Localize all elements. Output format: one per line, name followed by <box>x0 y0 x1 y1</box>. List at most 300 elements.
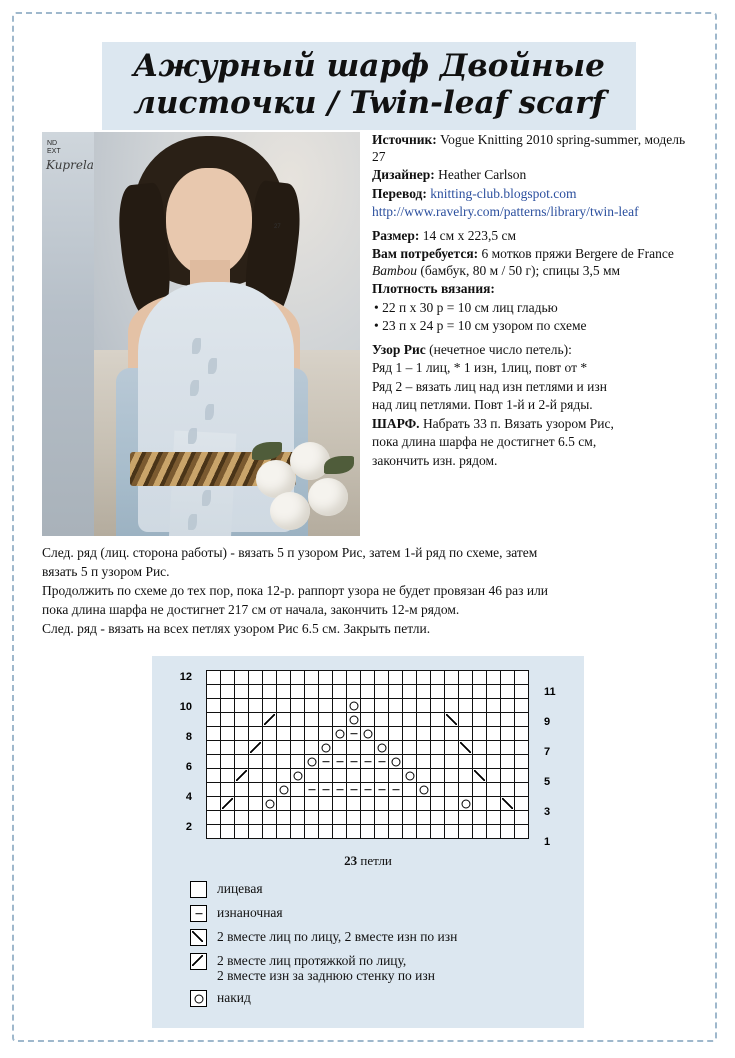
chart-cell <box>501 783 515 797</box>
legend-label: изнаночная <box>217 905 283 920</box>
designer-line <box>372 167 686 184</box>
chart-row-number: 12 <box>179 671 192 683</box>
chart-cell <box>305 797 319 811</box>
chart-cell <box>291 713 305 727</box>
translation-link[interactable]: knitting-club.blogspot.com <box>430 185 577 201</box>
chart-cell <box>277 769 291 783</box>
ravelry-line <box>372 204 686 221</box>
chart-cell <box>291 741 305 755</box>
chart-cell <box>291 755 305 769</box>
chart-cell <box>375 713 389 727</box>
chart-cell <box>389 727 403 741</box>
chart-cell <box>487 797 501 811</box>
chart-cell <box>417 783 431 797</box>
chart-cell <box>445 685 459 699</box>
chart-cell <box>473 797 487 811</box>
chart-cell <box>221 769 235 783</box>
chart-cell <box>235 811 249 825</box>
chart-cell <box>277 783 291 797</box>
chart-cell <box>263 769 277 783</box>
chart-cell <box>459 685 473 699</box>
chart-block <box>152 656 584 1028</box>
chart-cell <box>277 699 291 713</box>
title-line-2: листочки / Twin-leaf scarf <box>133 85 605 121</box>
chart-cell <box>249 825 263 839</box>
chart-row <box>207 797 529 811</box>
chart-cell <box>361 783 375 797</box>
chart-row-number: 10 <box>179 701 192 713</box>
chart-cell <box>403 825 417 839</box>
materials-value-2: de France <box>620 246 674 261</box>
chart-cell <box>445 741 459 755</box>
chart-cell <box>403 713 417 727</box>
flower <box>290 442 330 480</box>
chart-cell <box>319 699 333 713</box>
chart-cell <box>473 713 487 727</box>
chart-cell <box>319 713 333 727</box>
chart-cell <box>319 741 333 755</box>
chart-cell <box>347 769 361 783</box>
chart-row <box>207 671 529 685</box>
chart-cell <box>319 727 333 741</box>
chart-cell <box>445 825 459 839</box>
chart-cell <box>305 825 319 839</box>
chart-cell <box>235 755 249 769</box>
chart-cell <box>389 755 403 769</box>
chart-cell <box>249 699 263 713</box>
translation-line <box>372 186 686 203</box>
chart-cell <box>459 741 473 755</box>
chart-cell <box>333 671 347 685</box>
instr-p2-line1: Продолжить по схеме до тех пор, пока 12-р. раппорт узора не будет провязан 46 раз или <box>42 583 549 598</box>
model-photo <box>42 132 360 536</box>
size-line <box>372 228 686 245</box>
chart-cell <box>473 811 487 825</box>
chart-row <box>207 825 529 839</box>
chart-cell <box>333 797 347 811</box>
chart-cell <box>263 797 277 811</box>
chart-cell <box>375 797 389 811</box>
chart-cell <box>389 769 403 783</box>
chart-row <box>207 727 529 741</box>
chart-cell <box>235 741 249 755</box>
chart-cell <box>263 741 277 755</box>
chart-cell <box>263 727 277 741</box>
chart-cell <box>459 797 473 811</box>
chart-row-numbers-left <box>168 670 196 850</box>
chart-cell <box>207 671 221 685</box>
instr-p1-line1: След. ряд (лиц. сторона работы) - вязать 5 п узором Рис, затем 1-й ряд по схеме, затем <box>42 545 538 560</box>
chart-cell <box>515 783 529 797</box>
chart-cell <box>221 811 235 825</box>
flower <box>270 492 310 530</box>
chart-cell <box>305 769 319 783</box>
chart-cell <box>291 811 305 825</box>
chart-cell <box>277 755 291 769</box>
chart-cell <box>361 755 375 769</box>
chart-cell <box>487 727 501 741</box>
lace-motif <box>190 380 199 396</box>
chart-cell <box>487 769 501 783</box>
chart-cell <box>277 741 291 755</box>
chart-cell <box>347 811 361 825</box>
chart-cell <box>375 727 389 741</box>
chart-cell <box>445 755 459 769</box>
chart-cell <box>501 797 515 811</box>
chart-cell <box>459 699 473 713</box>
chart-cell <box>291 769 305 783</box>
chart-cell <box>263 713 277 727</box>
chart-cell <box>319 685 333 699</box>
chart-row-number: 2 <box>185 821 192 833</box>
chart-cell <box>347 755 361 769</box>
chart-cell <box>459 671 473 685</box>
legend-row <box>190 953 574 983</box>
scarf-line-3: закончить изн. рядом. <box>372 452 498 468</box>
instr-p1-line2: вязать 5 п узором Рис. <box>42 564 170 579</box>
chart-cell <box>431 783 445 797</box>
white-flowers <box>252 436 356 530</box>
pattern-label-line <box>372 342 686 359</box>
chart-cell <box>361 825 375 839</box>
chart-cell <box>501 741 515 755</box>
chart-cell <box>417 825 431 839</box>
chart-cell <box>389 797 403 811</box>
knit-stitch-icon <box>190 881 207 898</box>
chart-cell <box>277 727 291 741</box>
chart-cell <box>403 783 417 797</box>
chart-row-number: 8 <box>185 731 192 743</box>
chart-cell <box>347 783 361 797</box>
chart-cell <box>333 811 347 825</box>
instructions-body <box>42 544 690 639</box>
chart-cell <box>235 699 249 713</box>
source-line <box>372 132 686 165</box>
size-label: Размер: <box>372 227 420 243</box>
chart-cell <box>501 699 515 713</box>
chart-cell <box>249 755 263 769</box>
chart-cell <box>487 825 501 839</box>
chart-cell <box>515 699 529 713</box>
chart-cell <box>515 797 529 811</box>
chart-cell <box>501 755 515 769</box>
chart-row <box>207 685 529 699</box>
chart-row <box>207 811 529 825</box>
size-value: 14 см х 223,5 см <box>422 227 516 243</box>
chart-cell <box>291 685 305 699</box>
chart-cell <box>375 741 389 755</box>
chart-cell <box>347 699 361 713</box>
chart-cell <box>277 713 291 727</box>
chart-row-number-spacer <box>168 685 196 700</box>
chart-row-number-spacer <box>539 670 568 685</box>
chart-cell <box>501 811 515 825</box>
chart-cell <box>263 671 277 685</box>
chart-cell <box>389 741 403 755</box>
chart-cell <box>403 685 417 699</box>
chart-cell <box>305 671 319 685</box>
chart-cell <box>277 825 291 839</box>
chart-row <box>207 741 529 755</box>
chart-cell <box>333 755 347 769</box>
chart-cell <box>291 825 305 839</box>
chart-cell <box>445 811 459 825</box>
chart-row-number: 11 <box>544 686 556 698</box>
chart-row-number-spacer <box>539 790 568 805</box>
chart-cell <box>207 713 221 727</box>
chart-cell <box>263 699 277 713</box>
chart-cell <box>431 797 445 811</box>
ravelry-link[interactable]: http://www.ravelry.com/patterns/library/twin-leaf <box>372 204 639 219</box>
chart-cell <box>473 699 487 713</box>
chart-cell <box>417 769 431 783</box>
translation-label: Перевод: <box>372 185 427 201</box>
chart-cell <box>473 755 487 769</box>
chart-cell <box>249 741 263 755</box>
chart-cell <box>263 811 277 825</box>
scarf-line-2: пока длина шарфа не достигнет 6.5 см, <box>372 434 597 449</box>
purl-stitch-icon <box>190 905 207 922</box>
chart-cell <box>515 727 529 741</box>
chart-cell <box>249 685 263 699</box>
pattern-label: Узор Рис <box>372 341 426 357</box>
chart-row-number-spacer <box>168 775 196 790</box>
chart-cell <box>249 727 263 741</box>
chart-cell <box>431 769 445 783</box>
chart-cell <box>375 783 389 797</box>
materials-value-1: 6 мотков пряжи Bergere <box>481 246 618 261</box>
chart-cell <box>361 769 375 783</box>
gauge-label: Плотность вязания: <box>372 281 495 296</box>
chart-cell <box>445 783 459 797</box>
chart-cell <box>361 699 375 713</box>
chart-cell <box>305 755 319 769</box>
chart-cell <box>515 741 529 755</box>
chart-row-number-spacer <box>539 730 568 745</box>
chart-cell <box>361 671 375 685</box>
chart-cell <box>501 825 515 839</box>
photo-left-strip <box>42 132 94 536</box>
chart-cell <box>459 783 473 797</box>
chart-cell <box>375 825 389 839</box>
legend-label: 2 вместе лиц протяжкой по лицу, 2 вместе изн за заднюю стенку по изн <box>217 953 435 983</box>
chart-cell <box>487 755 501 769</box>
materials-value-3: (бамбук, 80 м / 50 г); <box>417 262 540 278</box>
chart-cell <box>319 671 333 685</box>
chart-cell <box>249 783 263 797</box>
scarf-text-1: Набрать 33 п. Вязать узором Рис, <box>419 415 614 431</box>
materials-value-4: спицы 3,5 мм <box>542 262 621 278</box>
chart-cell <box>319 825 333 839</box>
chart-cell <box>403 671 417 685</box>
chart-cell <box>501 671 515 685</box>
chart-row-number: 7 <box>544 746 551 758</box>
chart-cell <box>207 755 221 769</box>
chart-cell <box>501 727 515 741</box>
chart-cell <box>431 699 445 713</box>
chart-cell <box>389 671 403 685</box>
chart-cell <box>319 811 333 825</box>
chart-cell <box>417 727 431 741</box>
chart-cell <box>263 685 277 699</box>
gauge-line-1: • 22 п х 30 р = 10 см лиц гладью <box>374 299 558 315</box>
page-title <box>102 42 636 130</box>
chart-cell <box>515 811 529 825</box>
chart-wrap <box>168 670 568 850</box>
legend-row <box>190 990 574 1007</box>
chart-cell <box>431 685 445 699</box>
legend-row <box>190 929 574 946</box>
lace-motif <box>192 338 201 354</box>
chart-cell <box>501 685 515 699</box>
chart-cell <box>361 811 375 825</box>
chart-cell <box>487 741 501 755</box>
chart-cell <box>417 685 431 699</box>
chart-row-number: 4 <box>185 791 192 803</box>
chart-cell <box>221 755 235 769</box>
photo-page-number: 27 <box>274 224 281 230</box>
chart-cell <box>291 727 305 741</box>
chart-row <box>207 769 529 783</box>
chart-cell <box>333 727 347 741</box>
chart-cell <box>389 825 403 839</box>
chart-cell <box>459 727 473 741</box>
pattern-info <box>372 132 686 471</box>
chart-cell <box>235 671 249 685</box>
chart-cell <box>487 783 501 797</box>
lace-motif <box>205 404 214 420</box>
legend-label: 2 вместе лиц по лицу, 2 вместе изн по изн <box>217 929 458 944</box>
source-value: Vogue Knitting 2010 spring-summer, модель 27 <box>372 132 686 164</box>
chart-cell <box>207 797 221 811</box>
chart-cell <box>375 755 389 769</box>
chart-cell <box>221 685 235 699</box>
lace-motif <box>202 490 211 506</box>
chart-cell <box>263 755 277 769</box>
chart-row-number-spacer <box>168 745 196 760</box>
chart-cell <box>347 727 361 741</box>
chart-cell <box>445 699 459 713</box>
pattern-row-2b: над лиц петлями. Повт 1-й и 2-й ряды. <box>372 397 593 412</box>
chart-cell <box>473 685 487 699</box>
scarf-line-1 <box>372 416 686 433</box>
chart-cell <box>487 713 501 727</box>
chart-cell <box>445 769 459 783</box>
chart-row <box>207 713 529 727</box>
chart-cell <box>459 713 473 727</box>
chart-cell <box>431 741 445 755</box>
chart-cell <box>333 699 347 713</box>
chart-cell <box>473 741 487 755</box>
chart-cell <box>431 755 445 769</box>
materials-label: Вам потребуется: <box>372 246 479 261</box>
chart-cell <box>403 797 417 811</box>
gauge-line-2: • 23 п х 24 р = 10 см узором по схеме <box>374 318 587 333</box>
chart-row-number-spacer <box>168 715 196 730</box>
chart-cell <box>305 741 319 755</box>
chart-cell <box>291 797 305 811</box>
chart-cell <box>249 713 263 727</box>
chart-cell <box>361 727 375 741</box>
chart-cell <box>235 825 249 839</box>
chart-row-numbers-right <box>539 670 568 850</box>
chart-cell <box>277 797 291 811</box>
chart-row-number: 1 <box>544 836 551 848</box>
chart-cell <box>333 713 347 727</box>
k2tog-icon <box>190 929 207 946</box>
chart-cell <box>375 671 389 685</box>
chart-cell <box>501 713 515 727</box>
chart-cell <box>515 713 529 727</box>
yarn-name: Bambou <box>372 262 417 278</box>
chart-grid <box>206 670 529 839</box>
chart-cell <box>515 825 529 839</box>
chart-cell <box>319 797 333 811</box>
chart-cell <box>347 825 361 839</box>
chart-cell <box>319 783 333 797</box>
chart-legend <box>190 881 574 1007</box>
chart-cell <box>431 671 445 685</box>
source-label: Источник: <box>372 132 437 147</box>
chart-cell <box>221 713 235 727</box>
chart-cell <box>347 741 361 755</box>
chart-cell <box>403 755 417 769</box>
pattern-row-2a: Ряд 2 – вязать лиц над изн петлями и изн <box>372 378 607 394</box>
chart-cell <box>333 825 347 839</box>
chart-cell <box>375 685 389 699</box>
chart-cell <box>221 671 235 685</box>
chart-cell <box>207 741 221 755</box>
lace-motif <box>208 358 217 374</box>
chart-cell <box>431 713 445 727</box>
lace-motif <box>188 428 197 444</box>
chart-cell <box>305 685 319 699</box>
stitch-count-label: петли <box>360 853 392 868</box>
chart-cell <box>417 797 431 811</box>
chart-cell <box>375 769 389 783</box>
pattern-row-1: Ряд 1 – 1 лиц, * 1 изн, 1лиц, повт от * <box>372 360 588 375</box>
chart-cell <box>221 825 235 839</box>
chart-cell <box>403 699 417 713</box>
document-content <box>28 28 704 1028</box>
chart-cell <box>277 685 291 699</box>
chart-cell <box>445 713 459 727</box>
chart-row-number-spacer <box>539 820 568 835</box>
chart-row <box>207 699 529 713</box>
chart-cell <box>389 783 403 797</box>
chart-cell <box>417 741 431 755</box>
chart-cell <box>417 811 431 825</box>
chart-cell <box>445 727 459 741</box>
chart-cell <box>249 769 263 783</box>
chart-cell <box>459 811 473 825</box>
magazine-label: ND EXT <box>47 140 61 155</box>
chart-cell <box>389 699 403 713</box>
chart-cell <box>459 755 473 769</box>
lace-motif <box>188 514 197 530</box>
chart-cell <box>235 797 249 811</box>
instr-p3-line1: След. ряд - вязать на всех петлях узором Рис 6.5 см. Закрыть петли. <box>42 621 431 636</box>
scarf-label: ШАРФ. <box>372 415 420 431</box>
chart-cell <box>305 783 319 797</box>
chart-cell <box>347 671 361 685</box>
chart-cell <box>515 755 529 769</box>
chart-cell <box>487 685 501 699</box>
chart-cell <box>347 685 361 699</box>
legend-row <box>190 905 574 922</box>
chart-cell <box>389 713 403 727</box>
chart-row-number: 5 <box>544 776 551 788</box>
